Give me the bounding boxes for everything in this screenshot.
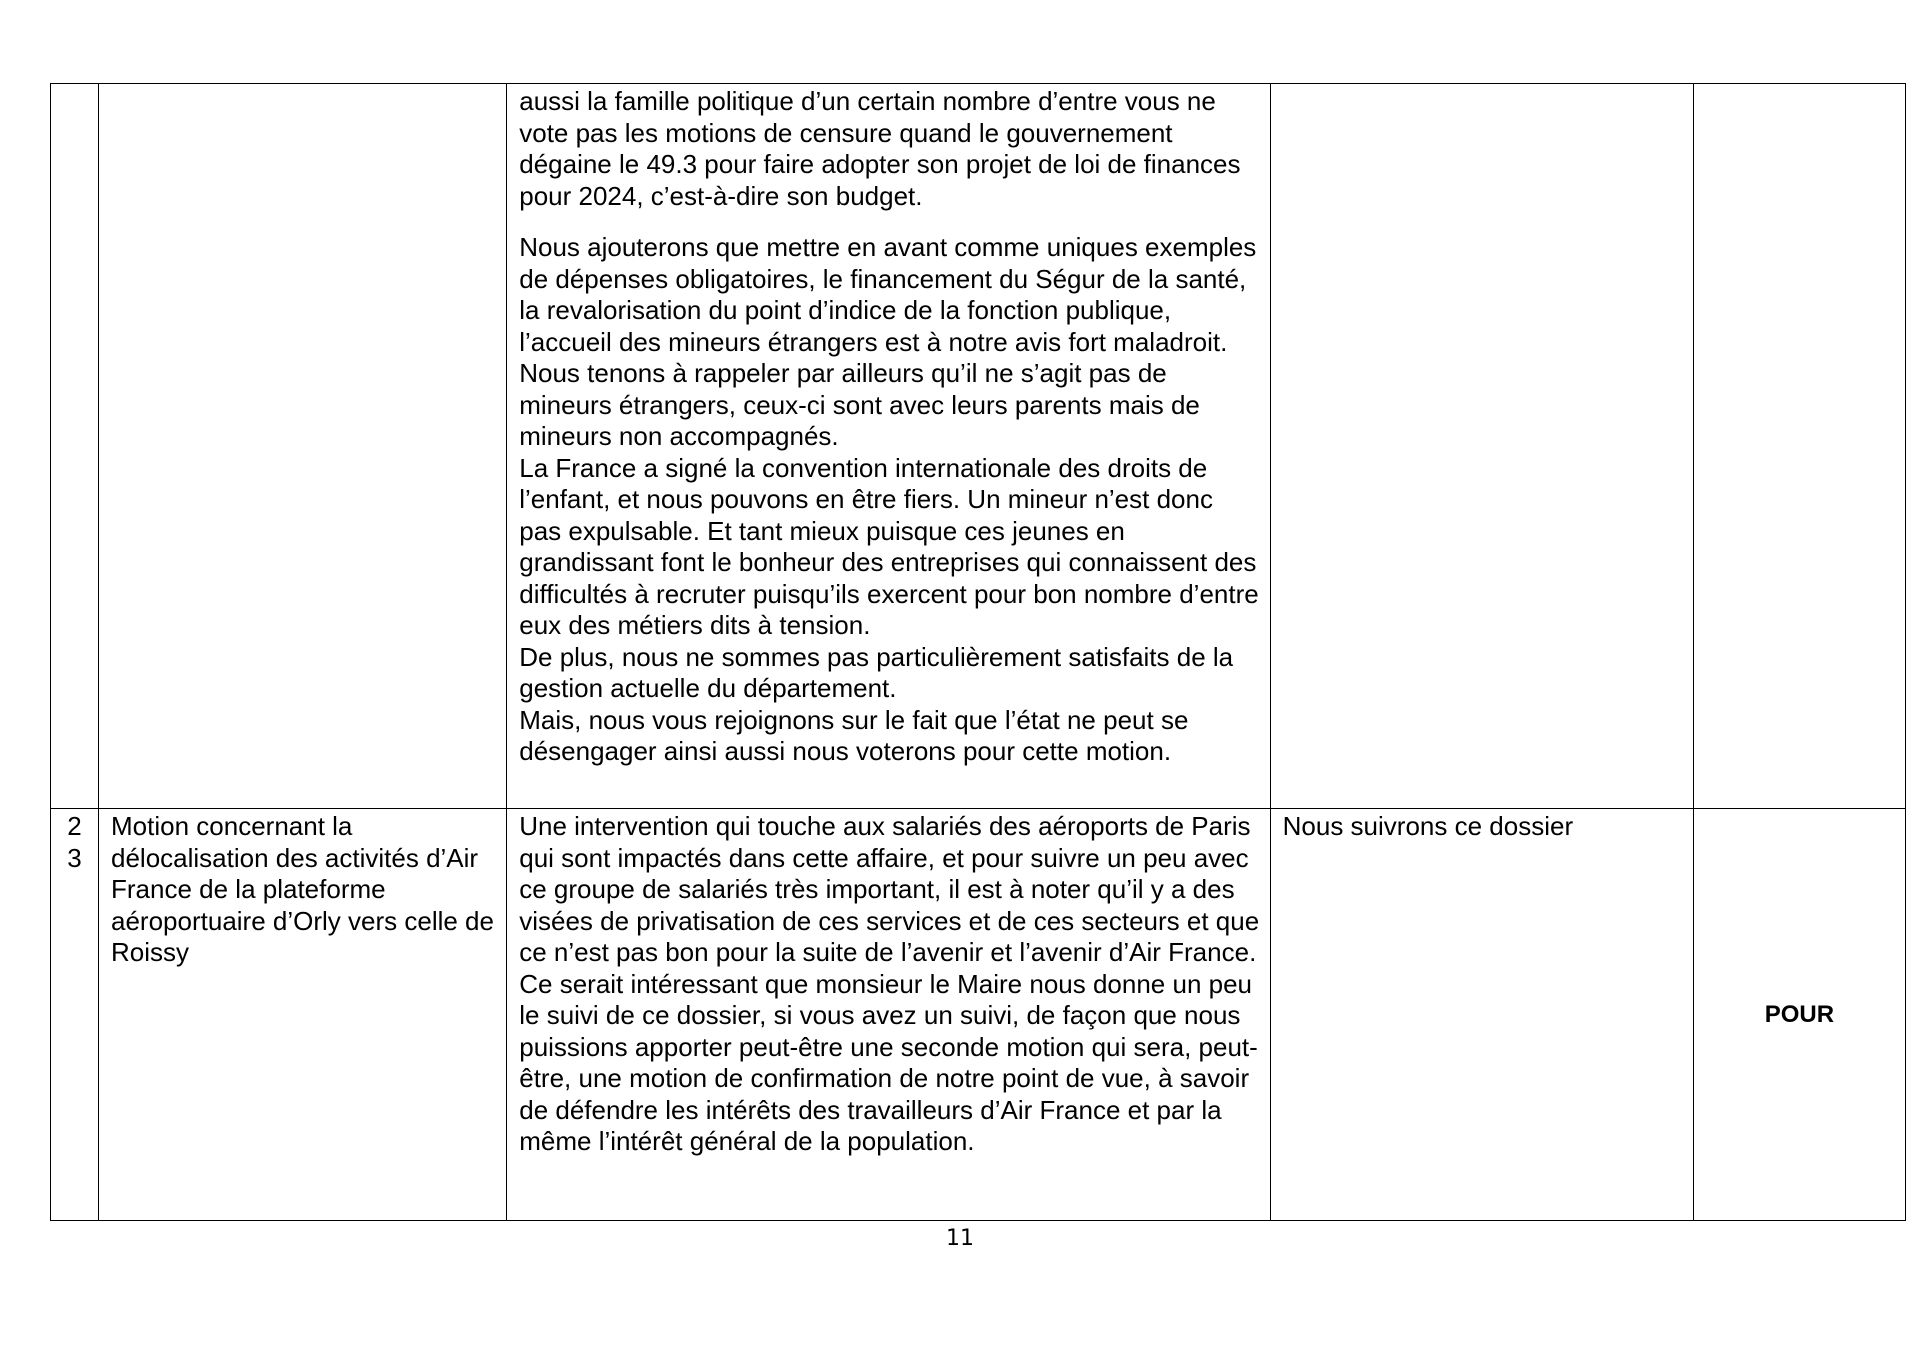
vote-label: POUR	[1764, 1000, 1835, 1028]
motion-title: Motion concernant la délocalisation des activités d’Air France de la plateforme aéroportuaire d’Orly vers celle de Roissy	[111, 811, 494, 967]
intervention-paragraph: De plus, nous ne sommes pas particulièrement satisfaits de la gestion actuelle du département.	[519, 641, 1234, 703]
intervention-paragraph: Mais, nous vous rejoignons sur le fait que l’état ne peut se désengager ainsi aussi nous voterons pour cette motion.	[519, 704, 1189, 766]
page-number: 11	[946, 1226, 974, 1251]
intervention-paragraph: Nous ajouterons que mettre en avant comme uniques exemples de dépenses obligatoires, le financement du Ségur de la santé, la revalorisation du point d’indice de la fonction publique, l’accueil des mineurs étrangers est à notre avis fort maladroit. Nous tenons à rappeler par ailleurs qu’il ne s’agit pas de mineurs étrangers, ceux-ci sont avec leurs parents mais de mineurs non accompagnés.	[519, 232, 1257, 451]
intervention-paragraph: Ce serait intéressant que monsieur le Maire nous donne un peu le suivi de ce dossier, si vous avez un suivi, de façon que nous puissions apporter peut-être une seconde motion qui sera, peut-être, une motion de confirmation de notre point de vue, à savoir de défendre les intérêts des travailleurs d’Air France et par la même l’intérêt général de la population.	[519, 968, 1258, 1156]
reply-cell	[1270, 809, 1693, 1221]
reply-cell	[1270, 84, 1693, 809]
intervention-paragraph: Une intervention qui touche aux salariés des aéroports de Paris qui sont impactés dans cette affaire, et pour suivre un peu avec ce groupe de salariés très important, il est à noter qu’il y a des visées de privatisation de ces services et de ces secteurs et que ce n’est pas bon pour la suite de l’avenir et l’avenir d’Air France.	[519, 811, 1260, 967]
motion-title-cell	[99, 84, 507, 809]
intervention-cell	[507, 809, 1270, 1221]
motion-title-cell	[99, 809, 507, 1221]
intervention-paragraph: aussi la famille politique d’un certain nombre d’entre vous ne vote pas les motions de censure quand le gouvernement dégaine le 49.3 pour faire adopter son projet de loi de finances pour 2024, c’est-à-dire son budget.	[519, 86, 1241, 211]
intervention-cell	[507, 84, 1270, 809]
minutes-table	[50, 83, 1906, 1221]
row-number-cell	[51, 809, 99, 1221]
vote-cell	[1693, 84, 1905, 809]
row-number-digit: 3	[67, 842, 82, 873]
table-row	[51, 84, 1906, 809]
reply-text: Nous suivrons ce dossier	[1282, 811, 1574, 841]
row-number-cell	[51, 84, 99, 809]
row-number-digit: 2	[67, 811, 82, 841]
vote-cell	[1693, 809, 1905, 1221]
table-row	[51, 809, 1906, 1221]
intervention-paragraph: La France a signé la convention internationale des droits de l’enfant, et nous pouvons en être fiers. Un mineur n’est donc pas expulsable. Et tant mieux puisque ces jeunes en grandissant font le bonheur des entreprises qui connaissent des difficultés à recruter puisqu’ils exercent pour bon nombre d’entre eux des métiers dits à tension.	[519, 452, 1259, 640]
